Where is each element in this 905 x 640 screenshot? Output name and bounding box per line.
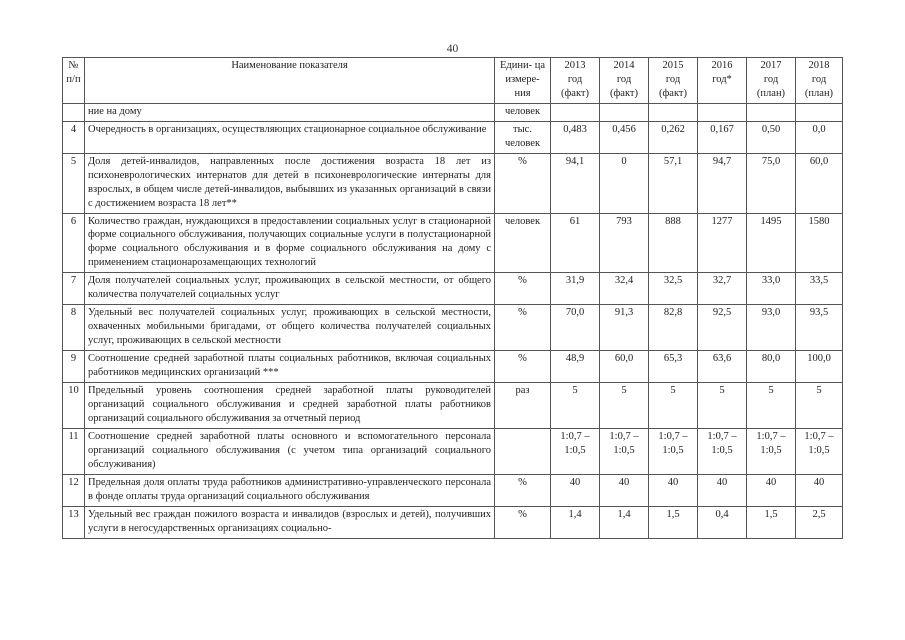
value-2016: 1:0,7 – 1:0,5 [698, 428, 747, 474]
header-year-2014: 2014 год (факт) [600, 58, 649, 104]
row-number: 6 [63, 213, 85, 273]
table-header-row [63, 58, 843, 104]
indicator-name: Очередность в организациях, осуществляющих стационарное социальное обслуживание [85, 121, 495, 153]
table-body [63, 103, 843, 538]
value-2017: 5 [747, 383, 796, 429]
page-bottom-margin [0, 581, 905, 640]
row-number: 5 [63, 153, 85, 213]
value-2015: 65,3 [649, 351, 698, 383]
value-2018: 5 [796, 383, 843, 429]
value-2015: 5 [649, 383, 698, 429]
unit-of-measure: тыс. человек [495, 121, 551, 153]
value-2014: 0 [600, 153, 649, 213]
row-number: 4 [63, 121, 85, 153]
header-year-2018: 2018 год (план) [796, 58, 843, 104]
value-2018: 1580 [796, 213, 843, 273]
table-row [63, 153, 843, 213]
value-2016: 5 [698, 383, 747, 429]
indicator-name: Количество граждан, нуждающихся в предоставлении социальных услуг в стационарной форме социального обслуживания, получающих социальные услуги в полустационарной форме социального обслуживания и в форме социального обслуживания на дому с применением стационарозамещающих технологий [85, 213, 495, 273]
value-2014: 1,4 [600, 506, 649, 538]
table-row [63, 474, 843, 506]
header-year-2015: 2015 год (факт) [649, 58, 698, 104]
table-row [63, 213, 843, 273]
unit-of-measure: % [495, 305, 551, 351]
value-2013: 31,9 [551, 273, 600, 305]
value-2014: 60,0 [600, 351, 649, 383]
row-number: 7 [63, 273, 85, 305]
value-2015: 1,5 [649, 506, 698, 538]
value-2018: 100,0 [796, 351, 843, 383]
value-2014 [600, 103, 649, 121]
table-row [63, 273, 843, 305]
value-2016: 1277 [698, 213, 747, 273]
value-2013: 61 [551, 213, 600, 273]
value-2013: 5 [551, 383, 600, 429]
value-2013: 1,4 [551, 506, 600, 538]
value-2014: 5 [600, 383, 649, 429]
row-number: 12 [63, 474, 85, 506]
value-2015: 57,1 [649, 153, 698, 213]
indicators-table [62, 57, 843, 539]
value-2014: 793 [600, 213, 649, 273]
table-row [63, 305, 843, 351]
value-2014: 1:0,7 – 1:0,5 [600, 428, 649, 474]
header-year-2013: 2013 год (факт) [551, 58, 600, 104]
indicator-name: Доля получателей социальных услуг, проживающих в сельской местности, от общего количества получателей социальных услуг [85, 273, 495, 305]
value-2016: 32,7 [698, 273, 747, 305]
unit-of-measure: человек [495, 103, 551, 121]
value-2018: 33,5 [796, 273, 843, 305]
value-2018: 0,0 [796, 121, 843, 153]
row-number: 10 [63, 383, 85, 429]
value-2013: 1:0,7 – 1:0,5 [551, 428, 600, 474]
value-2015: 1:0,7 – 1:0,5 [649, 428, 698, 474]
header-year-2017: 2017 год (план) [747, 58, 796, 104]
value-2016: 92,5 [698, 305, 747, 351]
row-number: 13 [63, 506, 85, 538]
value-2015: 0,262 [649, 121, 698, 153]
value-2018: 93,5 [796, 305, 843, 351]
value-2014: 91,3 [600, 305, 649, 351]
unit-of-measure: % [495, 506, 551, 538]
value-2013: 48,9 [551, 351, 600, 383]
value-2017: 93,0 [747, 305, 796, 351]
value-2016: 94,7 [698, 153, 747, 213]
value-2014: 32,4 [600, 273, 649, 305]
unit-of-measure [495, 428, 551, 474]
row-number: 9 [63, 351, 85, 383]
value-2016: 63,6 [698, 351, 747, 383]
value-2016: 40 [698, 474, 747, 506]
value-2014: 0,456 [600, 121, 649, 153]
value-2016 [698, 103, 747, 121]
table-row [63, 351, 843, 383]
row-number: 11 [63, 428, 85, 474]
value-2015: 82,8 [649, 305, 698, 351]
indicator-name: Удельный вес граждан пожилого возраста и инвалидов (взрослых и детей), получивших услуги в негосударственных организациях социально- [85, 506, 495, 538]
indicator-name: Соотношение средней заработной платы социальных работников, включая социальных работников медицинских организаций *** [85, 351, 495, 383]
indicator-name: Соотношение средней заработной платы основного и вспомогательного персонала организаций социального обслуживания (с учетом типа организаций социального обслуживания) [85, 428, 495, 474]
value-2017 [747, 103, 796, 121]
indicator-name: Доля детей-инвалидов, направленных после достижения возраста 18 лет из психоневрологических интернатов для детей в психоневрологические интернаты для взрослых, в общем числе детей-инвалидов, выбывших из указанных организаций в связи с достижением возраста 18 лет** [85, 153, 495, 213]
table-row [63, 383, 843, 429]
indicator-name: Удельный вес получателей социальных услуг, проживающих в сельской местности, охваченных мобильными бригадами, от общего количества получателей социальных услуг, проживающих в сельской местности [85, 305, 495, 351]
page-number: 40 [446, 43, 459, 55]
value-2013 [551, 103, 600, 121]
value-2018: 60,0 [796, 153, 843, 213]
unit-of-measure: % [495, 153, 551, 213]
unit-of-measure: % [495, 474, 551, 506]
header-name: Наименование показателя [85, 58, 495, 104]
row-number [63, 103, 85, 121]
unit-of-measure: % [495, 273, 551, 305]
table-row [63, 103, 843, 121]
value-2016: 0,167 [698, 121, 747, 153]
indicator-name: ние на дому [85, 103, 495, 121]
value-2015: 888 [649, 213, 698, 273]
value-2013: 94,1 [551, 153, 600, 213]
row-number: 8 [63, 305, 85, 351]
value-2013: 70,0 [551, 305, 600, 351]
value-2017: 33,0 [747, 273, 796, 305]
value-2017: 1,5 [747, 506, 796, 538]
value-2018: 1:0,7 – 1:0,5 [796, 428, 843, 474]
header-year-2016: 2016 год* [698, 58, 747, 104]
value-2016: 0,4 [698, 506, 747, 538]
value-2018: 40 [796, 474, 843, 506]
table-row [63, 506, 843, 538]
value-2014: 40 [600, 474, 649, 506]
value-2017: 40 [747, 474, 796, 506]
header-num: № п/п [63, 58, 85, 104]
value-2013: 0,483 [551, 121, 600, 153]
header-unit: Едини- ца измере- ния [495, 58, 551, 104]
indicator-name: Предельный уровень соотношения средней заработной платы руководителей организаций социального обслуживания и средней заработной платы работников организаций социального обслуживания за отчетный период [85, 383, 495, 429]
unit-of-measure: человек [495, 213, 551, 273]
value-2013: 40 [551, 474, 600, 506]
value-2017: 75,0 [747, 153, 796, 213]
unit-of-measure: раз [495, 383, 551, 429]
value-2018 [796, 103, 843, 121]
table-row [63, 428, 843, 474]
unit-of-measure: % [495, 351, 551, 383]
value-2017: 1:0,7 – 1:0,5 [747, 428, 796, 474]
value-2015 [649, 103, 698, 121]
table-row [63, 121, 843, 153]
value-2018: 2,5 [796, 506, 843, 538]
value-2015: 40 [649, 474, 698, 506]
value-2017: 1495 [747, 213, 796, 273]
indicator-name: Предельная доля оплаты труда работников административно-управленческого персонала в фонде оплаты труда организаций социального обслуживания [85, 474, 495, 506]
value-2017: 80,0 [747, 351, 796, 383]
value-2015: 32,5 [649, 273, 698, 305]
value-2017: 0,50 [747, 121, 796, 153]
